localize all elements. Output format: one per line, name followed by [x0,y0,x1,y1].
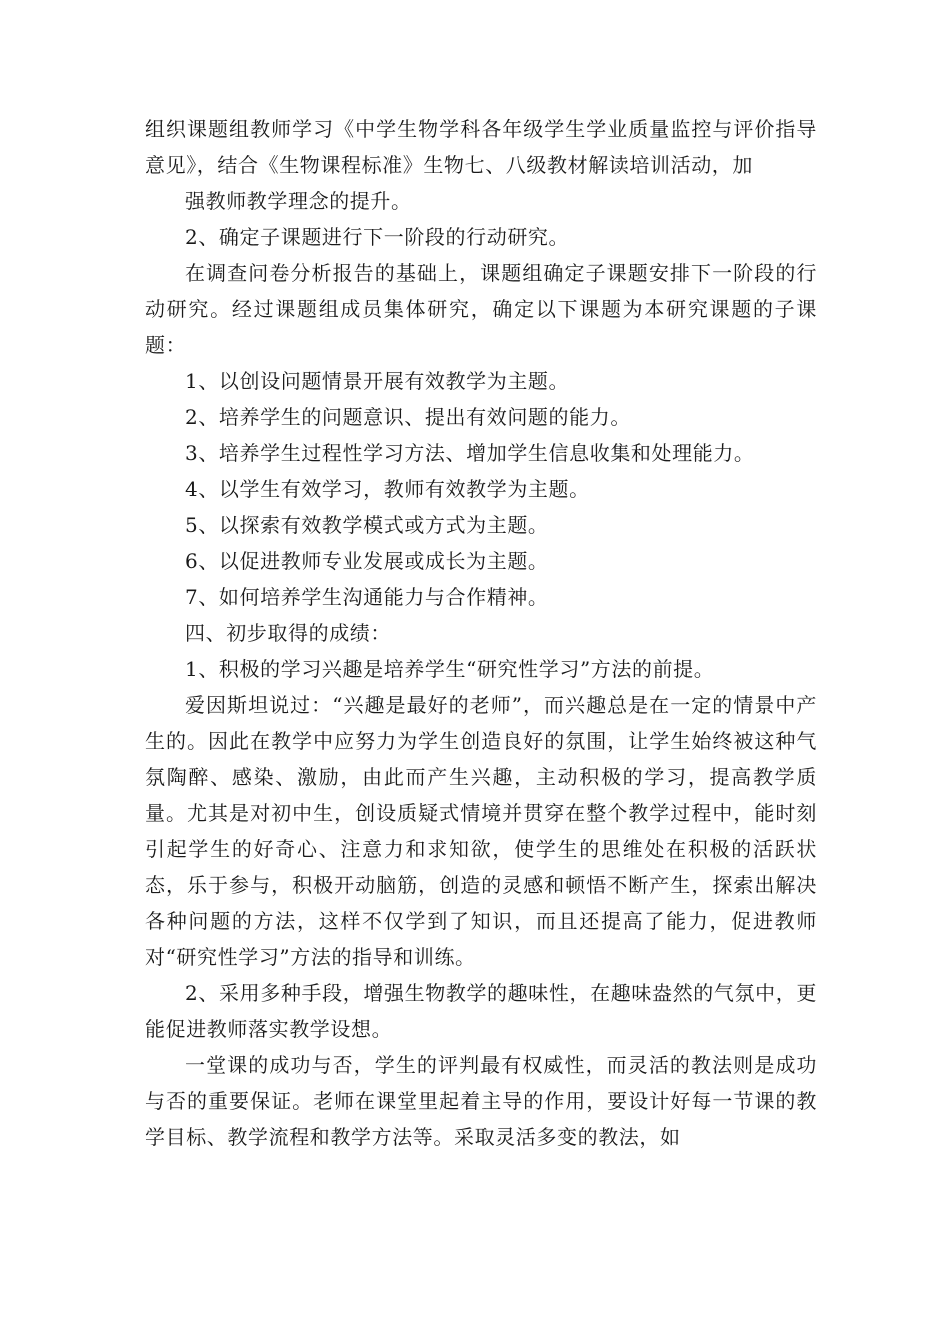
list-item: 3、培养学生过程性学习方法、增加学生信息收集和处理能力。 [185,441,755,465]
list-item: 2、培养学生的问题意识、提出有效问题的能力。 [185,405,631,429]
document-body [145,111,817,1155]
list-item: 7、如何培养学生沟通能力与合作精神。 [185,585,549,609]
list-item: 4、以学生有效学习，教师有效教学为主题。 [185,477,590,501]
paragraph: 在调查问卷分析报告的基础上，课题组确定子课题安排下一阶段的行动研究。经过课题组成员集体研究，确定以下课题为本研究课题的子课题： [145,261,817,357]
paragraph: 强教师教学理念的提升。 [185,189,412,213]
paragraph: 组织课题组教师学习《中学生物学科各年级学生学业质量监控与评价指导意见》，结合《生物课程标准》生物七、八级教材解读培训活动，加 [145,117,817,177]
subsection-heading: 2、采用多种手段，增强生物教学的趣味性，在趣味盎然的气氛中，更能促进教师落实教学设想。 [145,981,817,1041]
subsection-heading: 1、积极的学习兴趣是培养学生“研究性学习”方法的前提。 [185,657,715,681]
list-item: 1、以创设问题情景开展有效教学为主题。 [185,369,570,393]
paragraph: 爱因斯坦说过：“兴趣是最好的老师”，而兴趣总是在一定的情景中产生的。因此在教学中应努力为学生创造良好的氛围，让学生始终被这种气氛陶醉、感染、激励，由此而产生兴趣，主动积极的学习，提高教学质量。尤其是对初中生，创设质疑式情境并贯穿在整个教学过程中，能时刻引起学生的好奇心、注意力和求知欲，使学生的思维处在积极的活跃状态，乐于参与，积极开动脑筋，创造的灵感和顿悟不断产生，探索出解决各种问题的方法，这样不仅学到了知识，而且还提高了能力，促进教师对“研究性学习”方法的指导和训练。 [145,693,817,969]
list-item: 6、以促进教师专业发展或成长为主题。 [185,549,549,573]
paragraph: 一堂课的成功与否，学生的评判最有权威性，而灵活的教法则是成功与否的重要保证。老师在课堂里起着主导的作用，要设计好每一节课的教学目标、教学流程和教学方法等。采取灵活多变的教法，如 [145,1053,817,1149]
paragraph: 2、确定子课题进行下一阶段的行动研究。 [185,225,570,249]
list-item: 5、以探索有效教学模式或方式为主题。 [185,513,549,537]
section-heading: 四、初步取得的成绩： [185,621,391,645]
